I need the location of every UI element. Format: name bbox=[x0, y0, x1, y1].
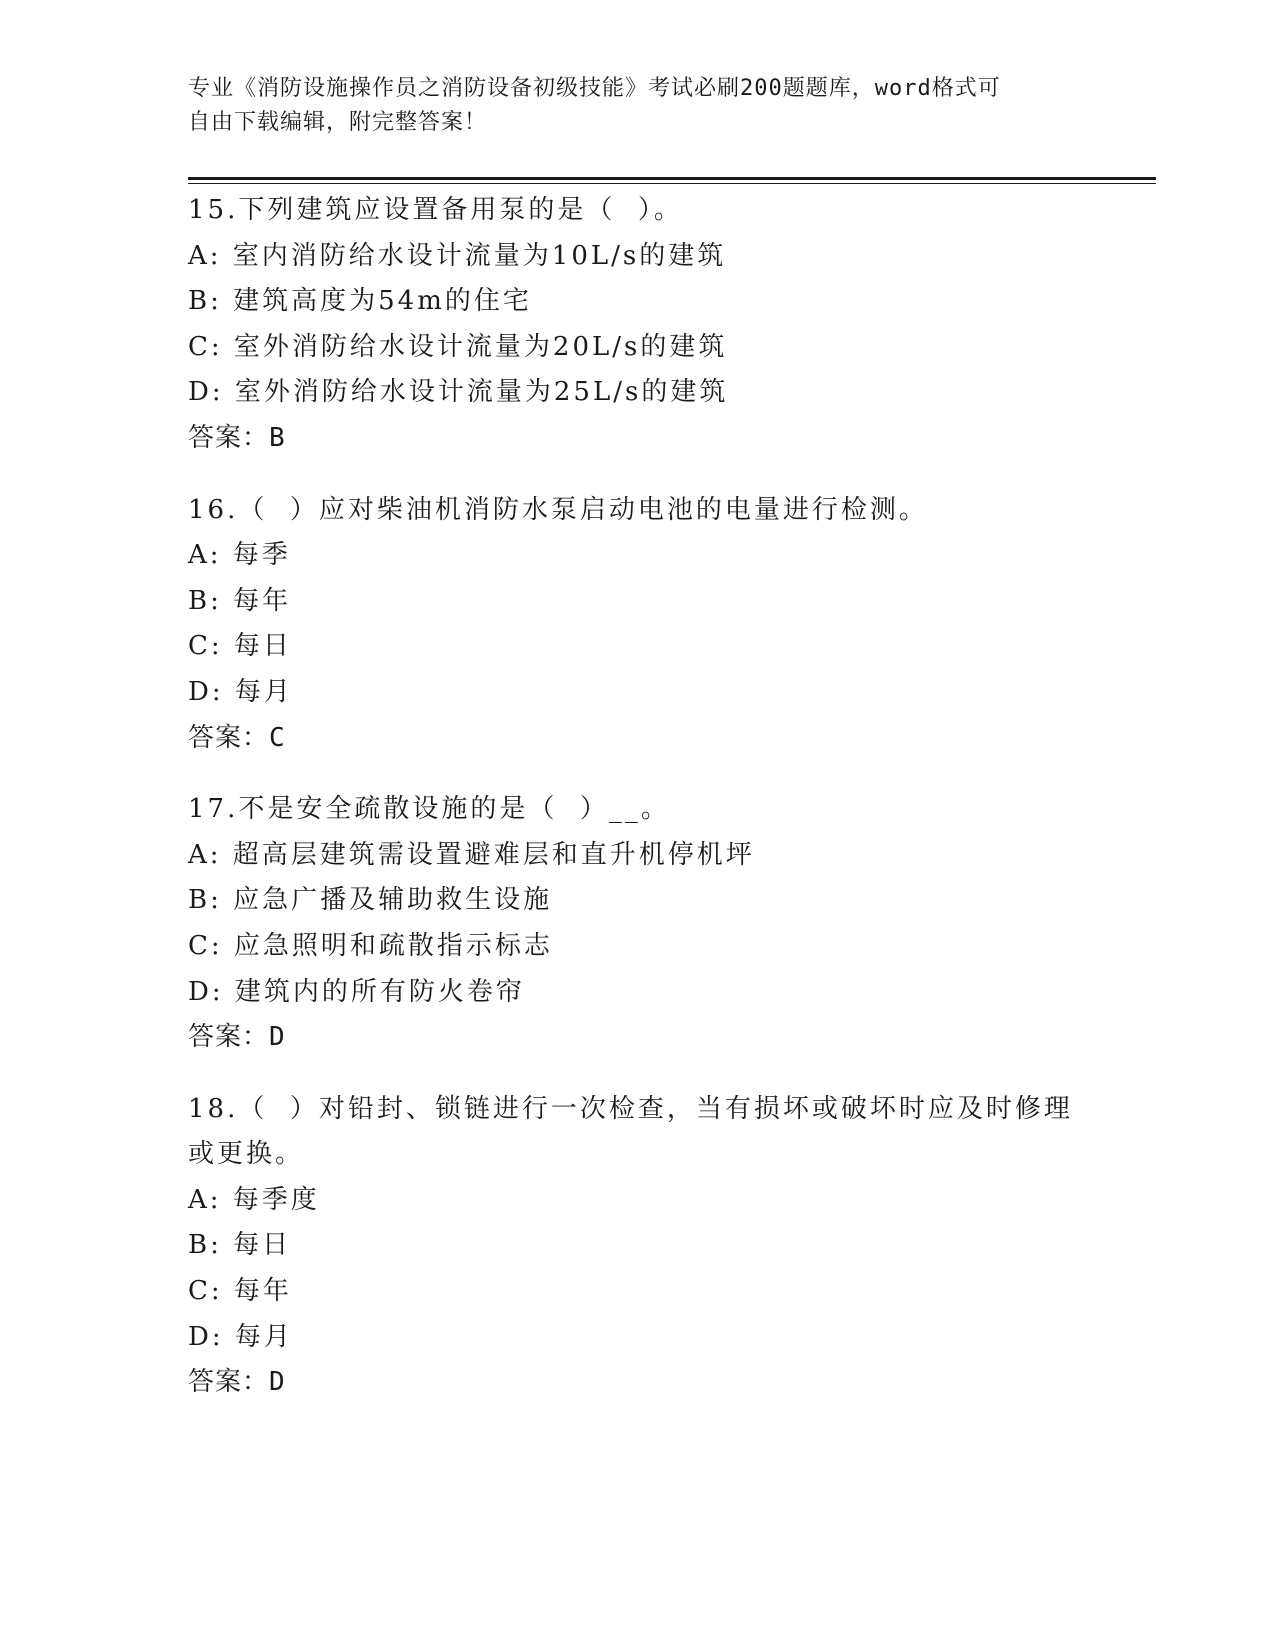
option-b: B: 建筑高度为54m的住宅 bbox=[188, 286, 532, 317]
question-stem: 16.（ ）应对柴油机消防水泵启动电池的电量进行检测。 bbox=[188, 494, 928, 525]
answer-line: 答案：D bbox=[188, 1022, 286, 1053]
header-line-2: 自由下载编辑，附完整答案！ bbox=[188, 110, 488, 135]
option-a: A: 室内消防给水设计流量为10L/s的建筑 bbox=[188, 240, 727, 271]
answer-line: 答案：C bbox=[188, 722, 286, 753]
question-stem: 17.不是安全疏散设施的是（ ）__。 bbox=[188, 794, 670, 825]
document-header bbox=[188, 72, 1088, 140]
option-a: A: 每季 bbox=[188, 540, 291, 571]
option-d: D: 每月 bbox=[188, 676, 293, 707]
option-b: B: 每年 bbox=[188, 585, 292, 616]
answer-line: 答案：B bbox=[188, 422, 286, 453]
option-a: A: 每季度 bbox=[188, 1184, 320, 1215]
question-16 bbox=[188, 488, 1088, 762]
option-d: D: 室外消防给水设计流量为25L/s的建筑 bbox=[188, 377, 729, 408]
question-stem: 15.下列建筑应设置备用泵的是（ ）。 bbox=[188, 195, 683, 225]
question-15 bbox=[188, 188, 1088, 462]
option-c: C: 每日 bbox=[188, 631, 292, 662]
question-17 bbox=[188, 787, 1088, 1061]
header-line-1: 专业《消防设施操作员之消防设备初级技能》考试必刷200题题库，word格式可 bbox=[188, 76, 1001, 101]
question-stem: 18.（ ）对铅封、锁链进行一次检查，当有损坏或破坏时应及时修理或更换。 bbox=[188, 1093, 1073, 1170]
header-divider-thick bbox=[188, 177, 1156, 180]
option-a: A: 超高层建筑需设置避难层和直升机停机坪 bbox=[188, 839, 755, 870]
option-c: C: 应急照明和疏散指示标志 bbox=[188, 930, 553, 961]
option-c: C: 每年 bbox=[188, 1276, 292, 1307]
option-d: D: 建筑内的所有防火卷帘 bbox=[188, 976, 525, 1007]
answer-line: 答案：D bbox=[188, 1367, 286, 1398]
option-d: D: 每月 bbox=[188, 1321, 293, 1352]
option-b: B: 应急广播及辅助救生设施 bbox=[188, 885, 553, 916]
question-list bbox=[188, 188, 1088, 1432]
option-b: B: 每日 bbox=[188, 1230, 292, 1261]
option-c: C: 室外消防给水设计流量为20L/s的建筑 bbox=[188, 331, 728, 362]
question-18 bbox=[188, 1087, 1088, 1406]
header-divider-thin bbox=[188, 183, 1156, 184]
